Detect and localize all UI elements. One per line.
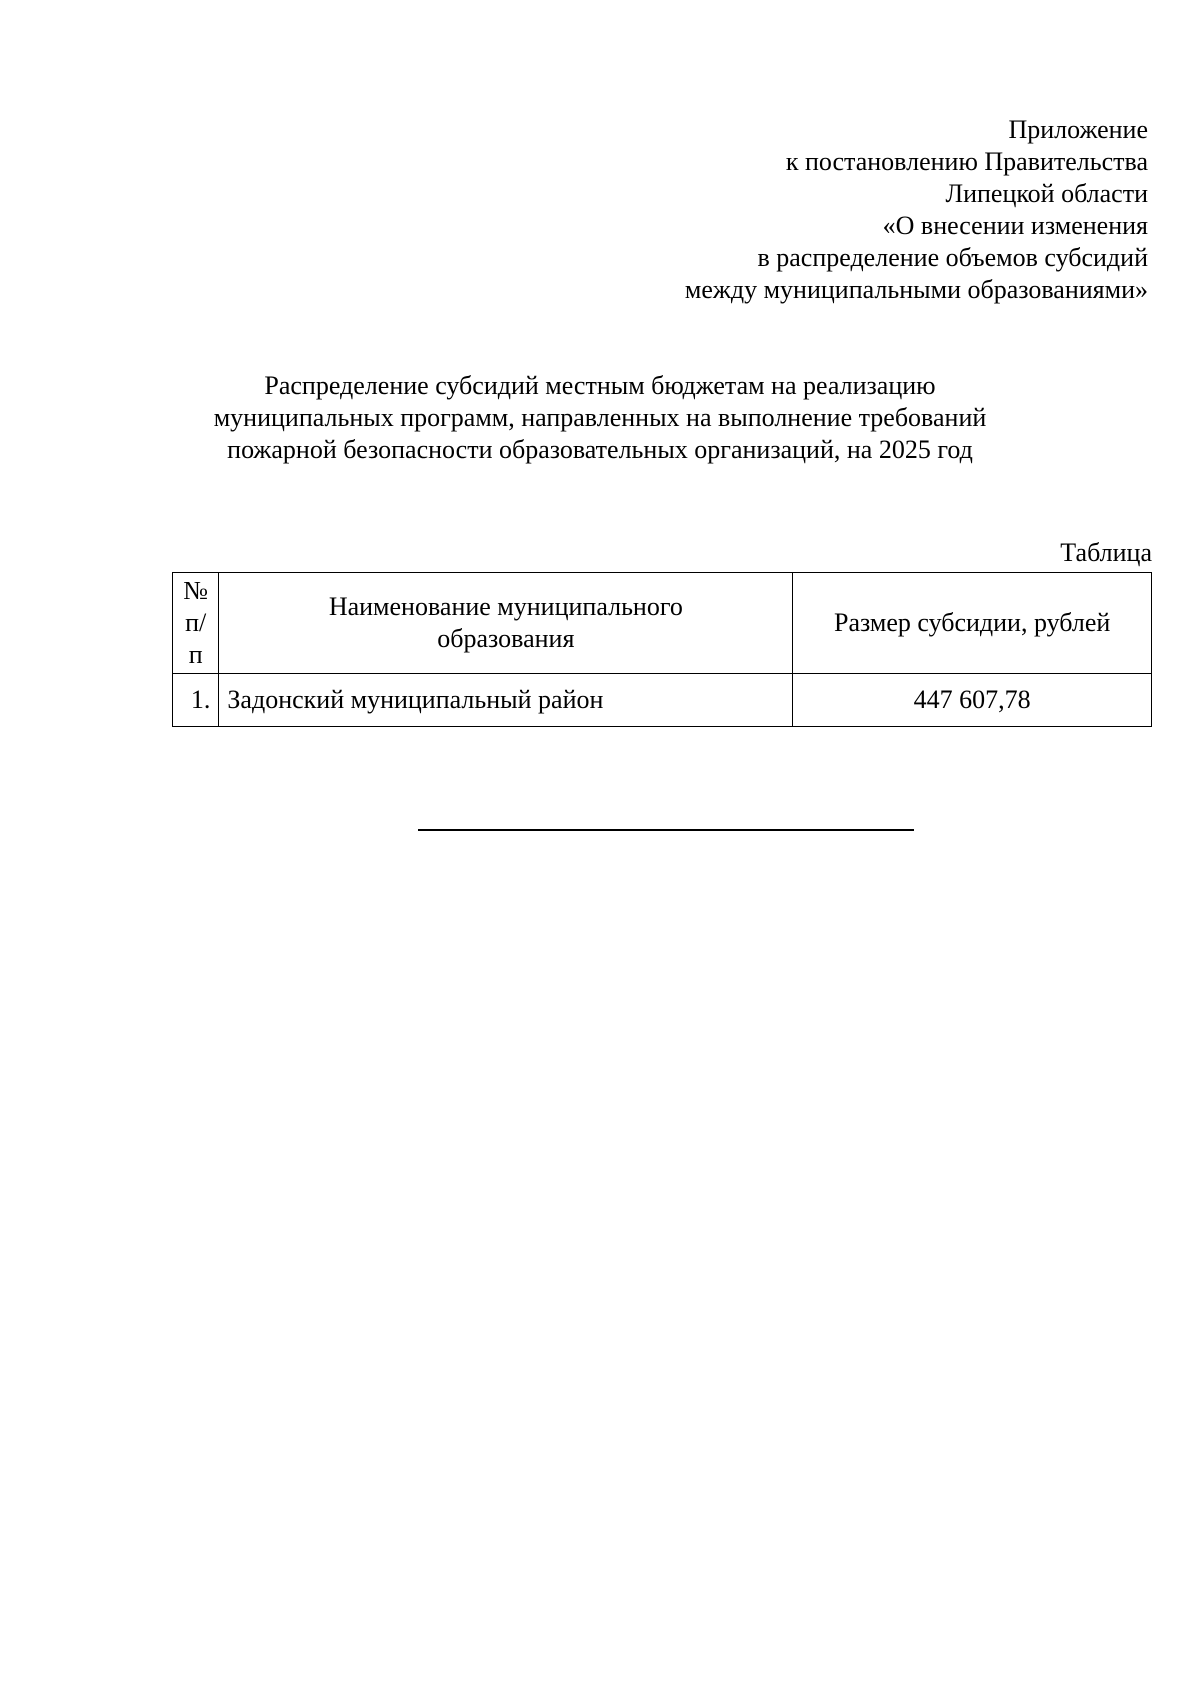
table-header-row: [173, 573, 1152, 674]
title-line: муниципальных программ, направленных на выполнение требований: [213, 403, 987, 432]
cell-subsidy-amount: 447 607,78: [793, 674, 1152, 727]
document-title: [0, 370, 1200, 466]
closing-divider-line: [418, 829, 914, 831]
header-number-line2: п/п: [185, 608, 207, 669]
header-municipality-name: [219, 573, 793, 674]
cell-municipality-name: Задонский муниципальный район: [219, 674, 793, 727]
header-subsidy-amount: Размер субсидии, рублей: [793, 573, 1152, 674]
header-number: [173, 573, 219, 674]
appendix-line: Липецкой области: [945, 179, 1148, 208]
appendix-line: между муниципальными образованиями»: [684, 275, 1148, 304]
table-caption: Таблица: [1060, 538, 1152, 567]
appendix-header: [548, 114, 1148, 306]
subsidy-table: [172, 572, 1152, 727]
header-name-line2: образования: [437, 624, 575, 653]
table-row: [173, 674, 1152, 727]
appendix-line: Приложение: [1008, 115, 1148, 144]
title-line: Распределение субсидий местным бюджетам на реализацию: [264, 371, 936, 400]
appendix-line: в распределение объемов субсидий: [757, 243, 1148, 272]
appendix-line: «О внесении изменения: [882, 211, 1148, 240]
header-name-line1: Наименование муниципального: [328, 592, 683, 621]
header-number-line1: №: [183, 576, 209, 605]
cell-number: 1.: [173, 674, 219, 727]
title-line: пожарной безопасности образовательных организаций, на 2025 год: [227, 435, 973, 464]
appendix-line: к постановлению Правительства: [785, 147, 1148, 176]
